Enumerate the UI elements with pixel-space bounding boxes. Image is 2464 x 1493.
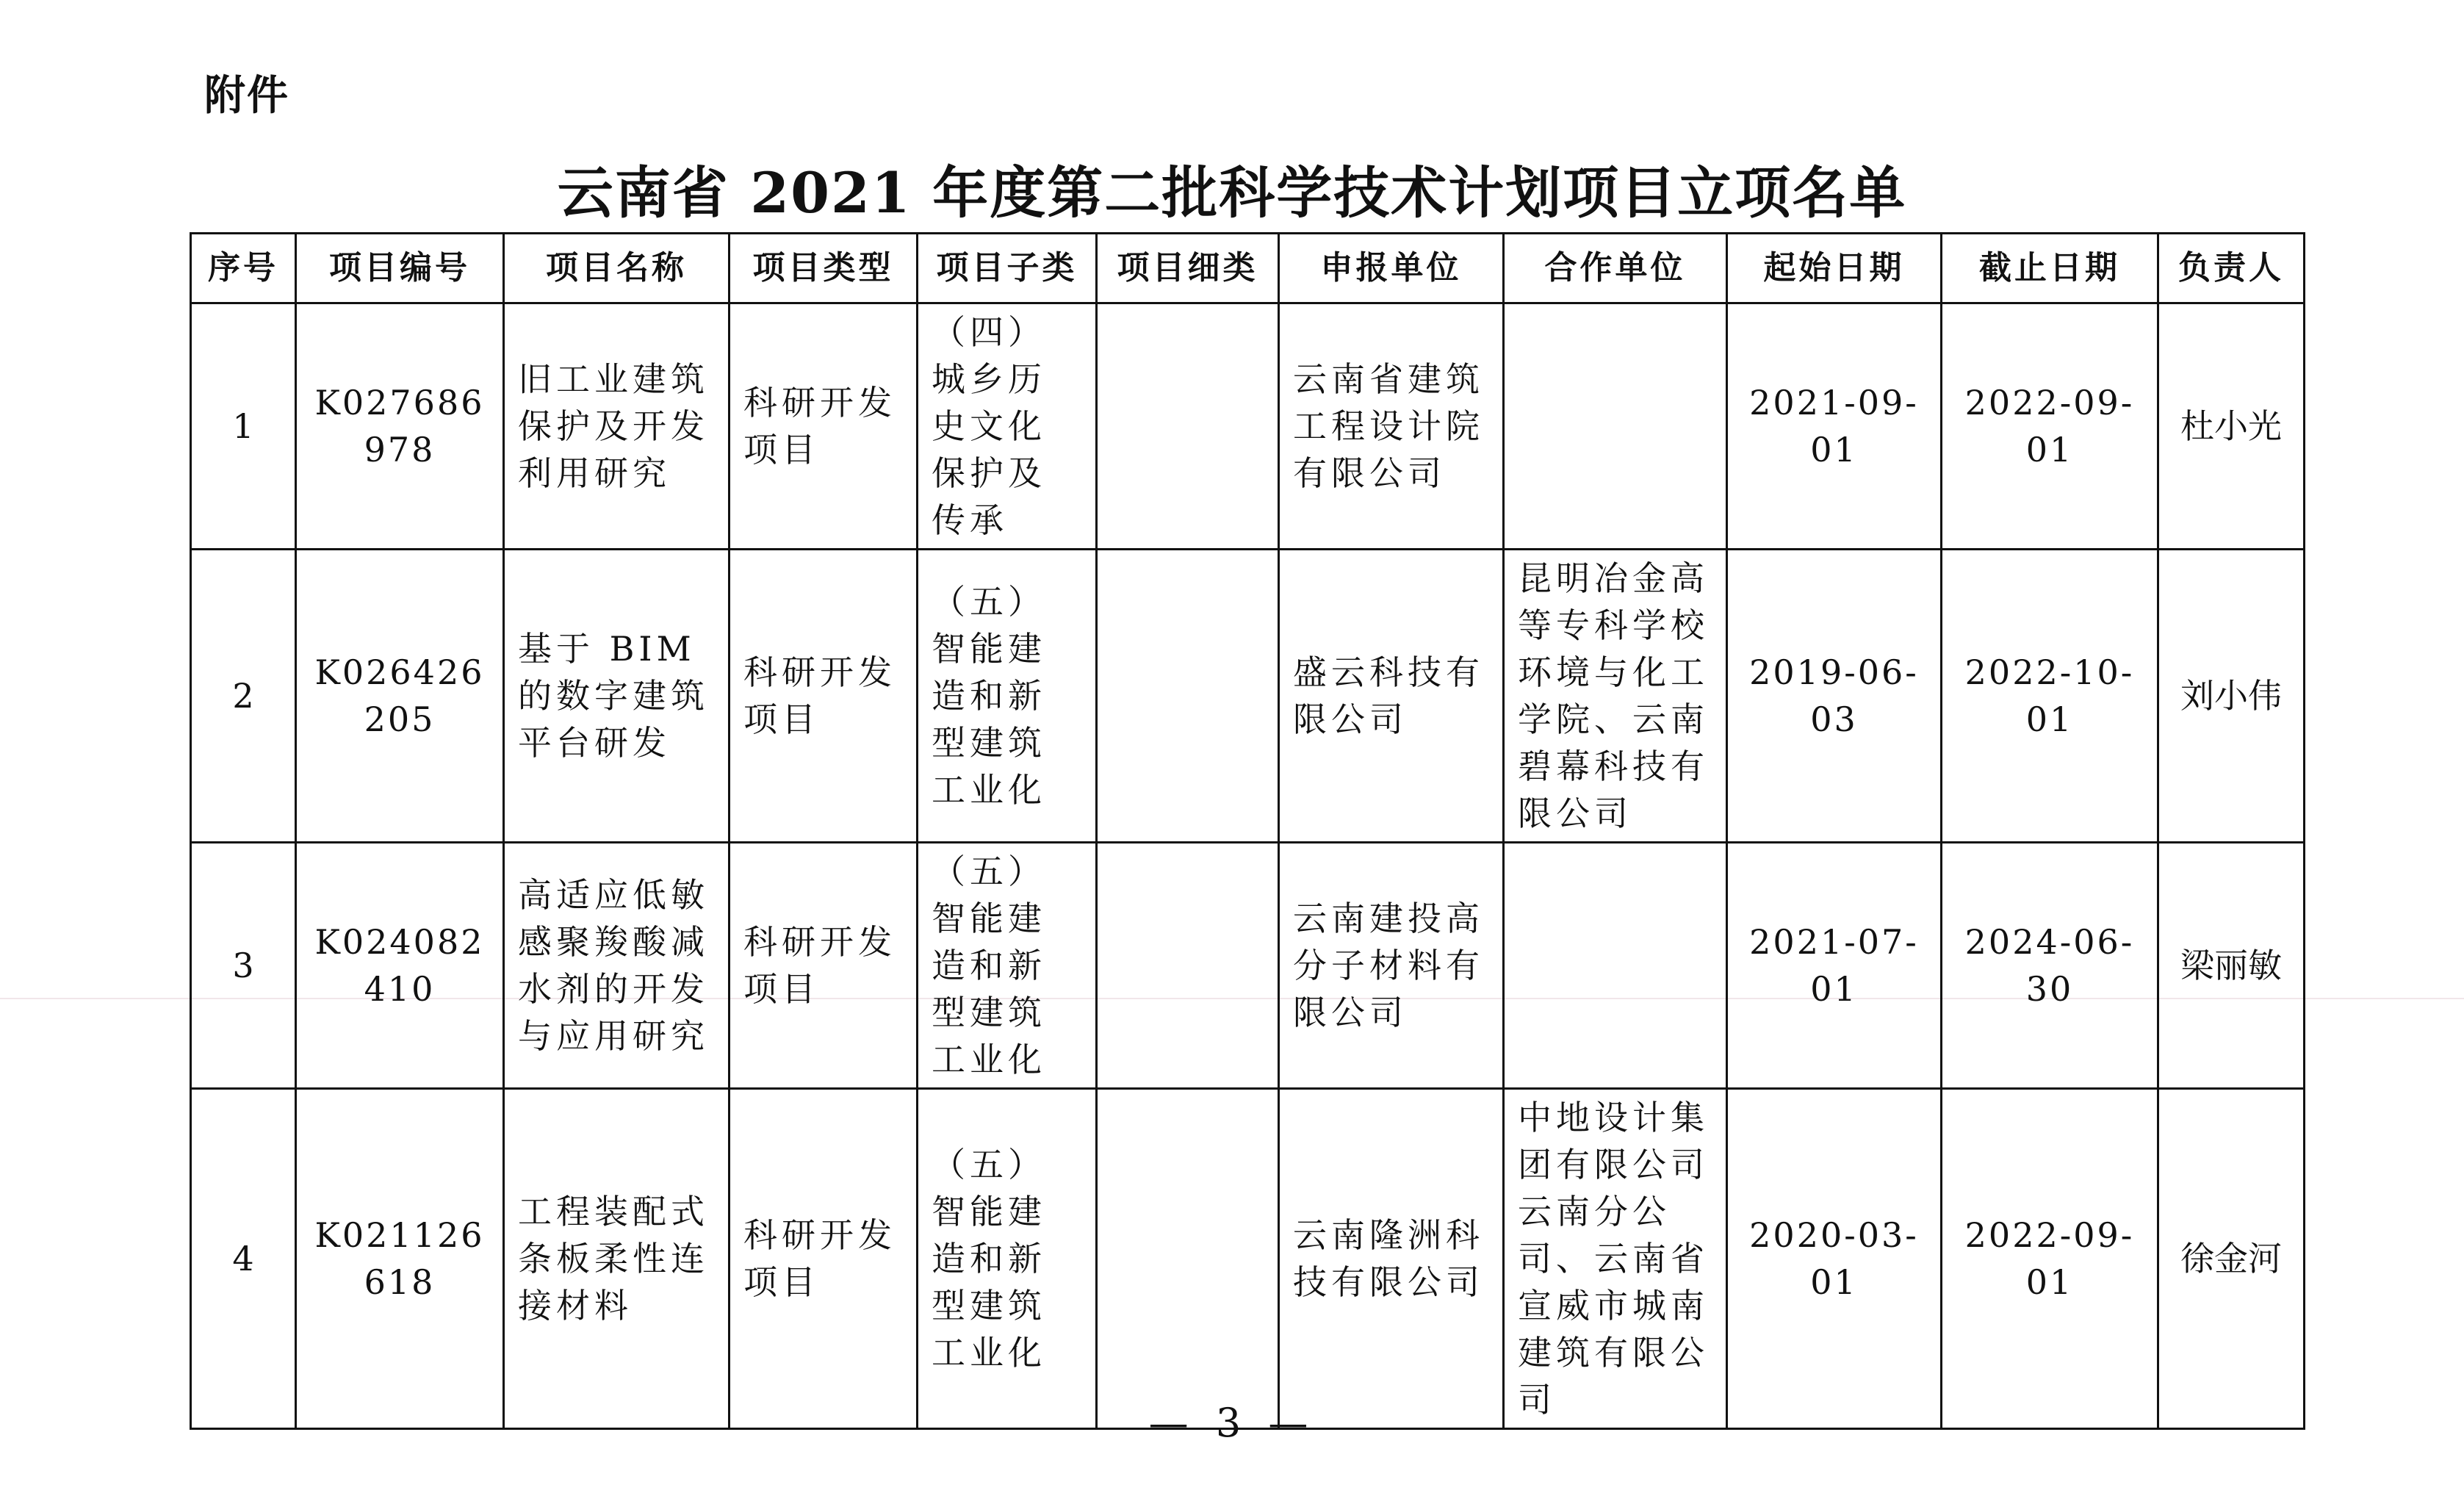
table-row	[191, 303, 2305, 550]
cell-end-date: 2022-09-01	[1942, 303, 2158, 550]
cell-detail	[1097, 843, 1279, 1089]
cell-name: 旧工业建筑保护及开发利用研究	[504, 303, 730, 550]
header-type: 项目类型	[730, 234, 918, 303]
cell-code: K021126618	[296, 1089, 504, 1429]
cell-name: 高适应低敏感聚羧酸减水剂的开发与应用研究	[504, 843, 730, 1089]
cell-type: 科研开发项目	[730, 550, 918, 843]
header-start-date: 起始日期	[1727, 234, 1942, 303]
project-table	[190, 232, 2305, 1430]
cell-applicant: 云南隆洲科技有限公司	[1279, 1089, 1504, 1429]
table-row	[191, 843, 2305, 1089]
cell-detail	[1097, 1089, 1279, 1429]
cell-no: 1	[191, 303, 296, 550]
cell-subclass: （五）智能建造和新型建筑工业化	[918, 550, 1097, 843]
cell-subclass: （五）智能建造和新型建筑工业化	[918, 843, 1097, 1089]
header-code: 项目编号	[296, 234, 504, 303]
cell-subclass: （五）智能建造和新型建筑工业化	[918, 1089, 1097, 1429]
cell-detail	[1097, 303, 1279, 550]
cell-detail	[1097, 550, 1279, 843]
cell-leader: 杜小光	[2158, 303, 2305, 550]
attachment-label: 附件	[204, 72, 289, 120]
cell-no: 4	[191, 1089, 296, 1429]
cell-applicant: 盛云科技有限公司	[1279, 550, 1504, 843]
table-header-row	[191, 234, 2305, 303]
table-row	[191, 550, 2305, 843]
cell-leader: 梁丽敏	[2158, 843, 2305, 1089]
cell-leader: 徐金河	[2158, 1089, 2305, 1429]
cell-code: K027686978	[296, 303, 504, 550]
cell-type: 科研开发项目	[730, 303, 918, 550]
page-number: — 3 —	[1148, 1400, 1316, 1446]
cell-leader: 刘小伟	[2158, 550, 2305, 843]
cell-name: 基于 BIM 的数字建筑平台研发	[504, 550, 730, 843]
header-applicant: 申报单位	[1279, 234, 1504, 303]
cell-name: 工程装配式条板柔性连接材料	[504, 1089, 730, 1429]
cell-no: 3	[191, 843, 296, 1089]
cell-start-date: 2021-07-01	[1727, 843, 1942, 1089]
cell-partner	[1504, 303, 1727, 550]
document-title: 云南省 2021 年度第二批科学技术计划项目立项名单	[557, 160, 1907, 226]
cell-end-date: 2022-10-01	[1942, 550, 2158, 843]
header-leader: 负责人	[2158, 234, 2305, 303]
cell-partner: 中地设计集团有限公司云南分公司、云南省宣威市城南建筑有限公司	[1504, 1089, 1727, 1429]
table-row	[191, 1089, 2305, 1429]
cell-applicant: 云南建投高分子材料有限公司	[1279, 843, 1504, 1089]
header-partner: 合作单位	[1504, 234, 1727, 303]
header-end-date: 截止日期	[1942, 234, 2158, 303]
cell-start-date: 2020-03-01	[1727, 1089, 1942, 1429]
cell-code: K026426205	[296, 550, 504, 843]
cell-start-date: 2019-06-03	[1727, 550, 1942, 843]
cell-partner: 昆明冶金高等专科学校环境与化工学院、云南碧幕科技有限公司	[1504, 550, 1727, 843]
cell-applicant: 云南省建筑工程设计院有限公司	[1279, 303, 1504, 550]
cell-end-date: 2024-06-30	[1942, 843, 2158, 1089]
header-detail: 项目细类	[1097, 234, 1279, 303]
cell-code: K024082410	[296, 843, 504, 1089]
cell-subclass: （四）城乡历史文化保护及传承	[918, 303, 1097, 550]
cell-end-date: 2022-09-01	[1942, 1089, 2158, 1429]
cell-start-date: 2021-09-01	[1727, 303, 1942, 550]
cell-type: 科研开发项目	[730, 843, 918, 1089]
cell-partner	[1504, 843, 1727, 1089]
header-no: 序号	[191, 234, 296, 303]
header-name: 项目名称	[504, 234, 730, 303]
cell-type: 科研开发项目	[730, 1089, 918, 1429]
header-subclass: 项目子类	[918, 234, 1097, 303]
cell-no: 2	[191, 550, 296, 843]
